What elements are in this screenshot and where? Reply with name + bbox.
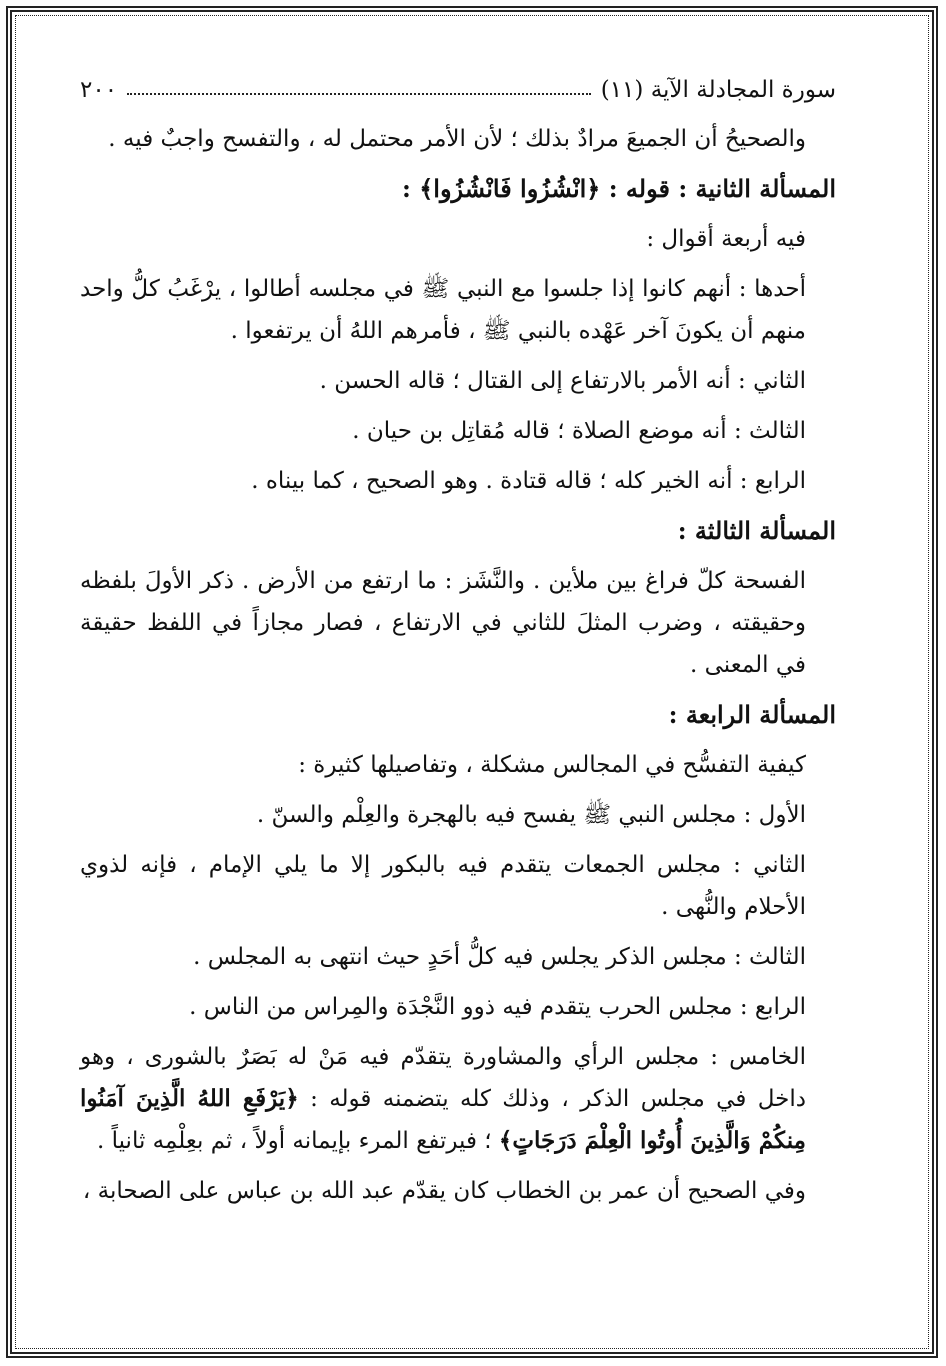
paragraph	[80, 1036, 836, 1162]
paragraph-text: ؛ فيرتفع المرء بإيمانه أولاً ، ثم بعِلْمِه ثانياً .	[96, 1128, 499, 1154]
page-number: ٢٠٠	[80, 77, 118, 103]
paragraph: الثاني : أنه الأمر بالارتفاع إلى القتال ؛ قاله الحسن .	[319, 368, 806, 394]
paragraph: الثاني : مجلس الجمعات يتقدم فيه بالبكور إلا ما يلي الإمام ، فإنه لذوي الأحلام والنُّهى .	[80, 852, 806, 920]
paragraph: كيفية التفسُّح في المجالس مشكلة ، وتفاصيلها كثيرة :	[298, 752, 806, 778]
paragraph: والصحيحُ أن الجميعَ مرادٌ بذلك ؛ لأن الأمر محتمل له ، والتفسح واجبٌ فيه .	[108, 126, 806, 152]
paragraph: وفي الصحيح أن عمر بن الخطاب كان يقدّم عبد الله بن عباس على الصحابة ،	[82, 1178, 806, 1204]
paragraph: أحدها : أنهم كانوا إذا جلسوا مع النبي ﷺ في مجلسه أطالوا ، يرْغَبُ كلُّ واحد منهم أن يكونَ آخر عَهْده بالنبي ﷺ ، فأمرهم اللهُ أن يرتفعوا .	[80, 276, 806, 344]
heading-label: المسألة الثانية : قوله :	[608, 174, 836, 203]
paragraph: الرابع : مجلس الحرب يتقدم فيه ذوو النَّجْدَة والمِراس من الناس .	[189, 994, 806, 1020]
section-heading-4: المسألة الرابعة :	[668, 700, 836, 729]
section-heading-2	[80, 168, 836, 210]
paragraph: الثالث : مجلس الذكر يجلس فيه كلُّ أحَدٍ حيث انتهى به المجلس .	[193, 944, 806, 970]
running-header	[80, 70, 836, 110]
paragraph: الأول : مجلس النبي ﷺ يفسح فيه بالهجرة والعِلْم والسنّ .	[256, 802, 806, 828]
heading-end: :	[402, 174, 420, 203]
section-heading-3: المسألة الثالثة :	[677, 516, 836, 545]
quran-quote: ﴿انْشُزُوا فَانْشُزُوا﴾	[419, 174, 601, 203]
paragraph: فيه أربعة أقوال :	[646, 226, 806, 252]
book-page	[80, 70, 836, 1320]
header-leader-dots	[127, 93, 591, 95]
paragraph: الثالث : أنه موضع الصلاة ؛ قاله مُقاتِل بن حيان .	[352, 418, 806, 444]
running-title: سورة المجادلة الآية (١١)	[600, 77, 836, 103]
paragraph: الفسحة كلّ فراغ بين ملأين . والنَّشَز : ما ارتفع من الأرض . ذكر الأولَ بلفظه وحقيقته ، وضرب المثلَ للثاني في الارتفاع ، فصار مجازاً في اللفظ حقيقة في المعنى .	[80, 568, 806, 678]
paragraph: الرابع : أنه الخير كله ؛ قاله قتادة . وهو الصحيح ، كما بيناه .	[251, 468, 806, 494]
paragraph-text: الخامس : مجلس الرأي والمشاورة يتقدّم فيه مَنْ له بَصَرٌ بالشورى ، وهو داخل في مجلس الذكر ، وذلك كله يتضمنه قوله :	[80, 1044, 806, 1112]
quran-quote: ﴿يَرْفَعِ اللهُ الَّذِينَ آمَنُوا مِنكُمْ وَالَّذِينَ أُوتُوا الْعِلْمَ دَرَجَاتٍ﴾	[80, 1085, 806, 1154]
page-body	[80, 118, 836, 1212]
